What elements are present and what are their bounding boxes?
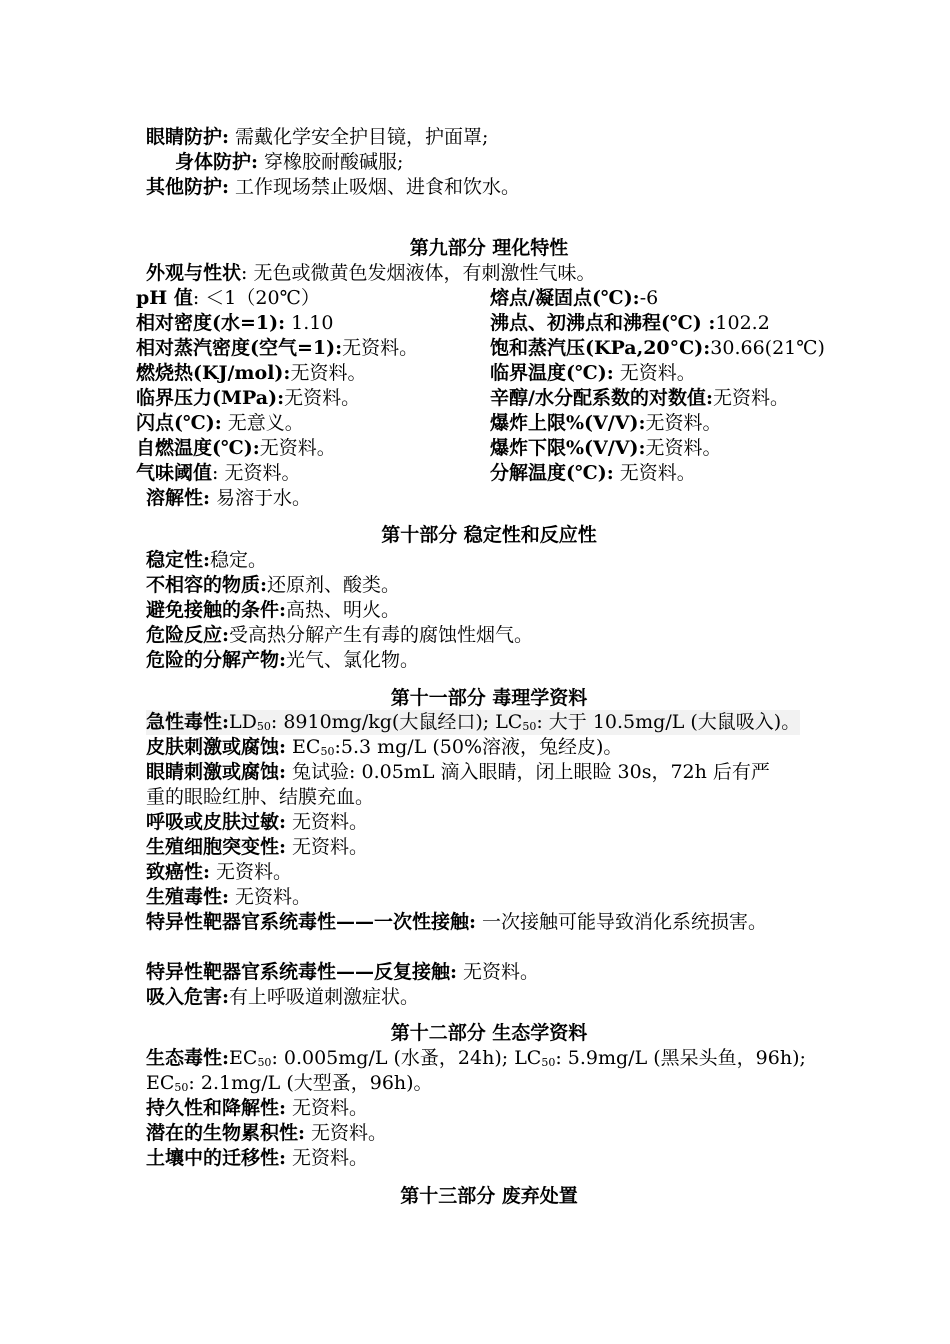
skin-line [146,735,622,760]
acute-ld-value: : 8910mg/kg(大鼠经口); LC [270,711,523,733]
skin-ec-sub: 50 [320,745,335,758]
melting-label: 熔点/凝固点(℃): [490,287,640,309]
eye-irritation-line-2 [146,785,374,810]
stot-repeat-label: 特异性靶器官系统毒性——反复接触: [146,961,458,983]
eye-irritation-line [146,760,770,785]
decomp-products-value: 光气、氯化物。 [286,649,420,671]
ph-label: pH 值 [136,287,193,309]
acute-ld: LD [229,711,257,733]
acute-label: 急性毒性: [146,711,230,733]
boiling-value: 102.2 [715,312,770,334]
reproductive-label: 生殖毒性: [146,886,230,908]
stot-single-label: 特异性靶器官系统毒性——一次性接触: [146,911,477,933]
solubility-value: 易溶于水。 [210,487,312,509]
incompatible-line [146,573,400,598]
solubility-line [146,486,311,511]
other-protection-line [146,175,520,200]
density-line [136,311,334,336]
upper-limit-line [490,411,722,436]
critical-temp-value: 无资料。 [613,362,696,384]
melting-line [490,286,658,311]
decomp-products-label: 危险的分解产物: [146,649,287,671]
stability-label: 稳定性: [146,549,211,571]
eye-protection-line [146,125,488,150]
sensitization-value: 无资料。 [286,811,369,833]
appearance-line [146,261,595,286]
lower-limit-value: 无资料。 [645,437,722,459]
body-protection-label: 身体防护: [175,151,259,173]
mobility-value: 无资料。 [286,1147,369,1169]
lower-limit-line [490,436,722,461]
upper-limit-value: 无资料。 [645,412,722,434]
boiling-line [490,311,770,336]
aspiration-line [146,985,419,1010]
ph-value: : ＜1（20℃） [192,287,320,309]
lower-limit-label: 爆炸下限%(V/V): [490,437,646,459]
acute-toxicity-line [146,710,800,735]
eye-irritation-value-1: 兔试验: 0.05mL 滴入眼睛，闭上眼睑 30s，72h 后有严 [286,761,770,783]
incompatible-label: 不相容的物质: [146,574,268,596]
persistence-label: 持久性和降解性: [146,1097,287,1119]
other-protection-label: 其他防护: [146,176,230,198]
vapor-density-label: 相对蒸汽密度(空气=1): [136,337,343,359]
hazard-reaction-label: 危险反应: [146,624,230,646]
bioaccumulation-line [146,1121,387,1146]
body-protection-value: 穿橡胶耐酸碱服; [258,151,404,173]
reproductive-line [146,885,311,910]
section13-heading: 第十三部分 废弃处置 [400,1185,578,1207]
avoid-line [146,598,400,623]
upper-limit-label: 爆炸上限%(V/V): [490,412,646,434]
skin-label: 皮肤刺激或腐蚀: [146,736,287,758]
eco-lc-sub: 50 [541,1056,556,1069]
eco-toxicity-line [146,1046,806,1071]
vapor-pressure-value: 30.66(21℃) [710,337,825,359]
partition-value: 无资料。 [712,387,789,409]
hazard-reaction-value: 受高热分解产生有毒的腐蚀性烟气。 [229,624,534,646]
vapor-density-line [136,336,418,361]
ph-line [136,286,320,311]
acute-lc-sub: 50 [522,720,537,733]
sensitization-label: 呼吸或皮肤过敏: [146,811,287,833]
eye-irritation-label: 眼睛刺激或腐蚀: [146,761,287,783]
odor-label: 气味阈值 [136,462,213,484]
partition-line [490,386,789,411]
skin-ec: EC [286,736,321,758]
decomp-products-line [146,648,419,673]
persistence-value: 无资料。 [286,1097,369,1119]
odor-line [136,461,300,486]
critical-temp-line [490,361,696,386]
stability-value: 稳定。 [210,549,268,571]
vapor-pressure-line [490,336,825,361]
acute-lc-value: : 大于 10.5mg/L (大鼠吸入)。 [536,711,801,733]
eco-lc-value: : 5.9mg/L (黑呆头鱼，96h); [555,1047,806,1069]
eco-ec2-sub: 50 [174,1081,189,1094]
avoid-label: 避免接触的条件: [146,599,287,621]
avoid-value: 高热、明火。 [286,599,401,621]
persistence-line [146,1096,368,1121]
eco-toxicity-line-2 [146,1071,433,1096]
section12-heading: 第十二部分 生态学资料 [390,1022,588,1044]
carcinogenicity-line [146,860,292,885]
section10-heading: 第十部分 稳定性和反应性 [381,524,597,546]
aspiration-label: 吸入危害: [146,986,230,1008]
flash-line [136,411,304,436]
section11-heading: 第十一部分 毒理学资料 [390,687,588,709]
eco-ec-sub: 50 [257,1056,272,1069]
eco-label: 生态毒性: [146,1047,230,1069]
eco-ec2-value: : 2.1mg/L (大型蚤，96h)。 [188,1072,433,1094]
combustion-line [136,361,366,386]
stability-line [146,548,267,573]
autoignition-value: 无资料。 [259,437,336,459]
autoignition-label: 自燃温度(℃): [136,437,260,459]
mutagenicity-line [146,835,368,860]
reproductive-value: 无资料。 [229,886,312,908]
autoignition-line [136,436,336,461]
vapor-pressure-label: 饱和蒸汽压(KPa,20°C): [490,337,711,359]
solubility-label: 溶解性: [146,487,211,509]
odor-value: : 无资料。 [212,462,301,484]
eye-irritation-value-2: 重的眼睑红肿、结膜充血。 [146,786,375,808]
boiling-label: 沸点、初沸点和沸程(℃) : [490,312,716,334]
flash-label: 闪点(℃): [136,412,222,434]
eco-ec: EC [229,1047,258,1069]
mutagenicity-value: 无资料。 [286,836,369,858]
incompatible-value: 还原剂、酸类。 [267,574,401,596]
hazard-reaction-line [146,623,533,648]
skin-value: :5.3 mg/L (50%溶液，兔经皮)。 [334,736,623,758]
body-protection-line [175,150,403,175]
appearance-value: : 无色或微黄色发烟液体，有刺激性气味。 [241,262,596,284]
flash-value: 无意义。 [221,412,304,434]
carcinogenicity-value: 无资料。 [210,861,293,883]
bioaccumulation-label: 潜在的生物累积性: [146,1122,306,1144]
combustion-label: 燃烧热(KJ/mol): [136,362,291,384]
partition-label: 辛醇/水分配系数的对数值: [490,387,713,409]
mutagenicity-label: 生殖细胞突变性: [146,836,287,858]
stot-repeat-line [146,960,539,985]
density-label: 相对密度(水=1): [136,312,286,334]
eye-protection-value: 需戴化学安全护目镜，护面罩; [229,126,489,148]
decomposition-label: 分解温度(℃): [490,462,614,484]
vapor-density-value: 无资料。 [342,337,419,359]
eco-ec-value: : 0.005mg/L (水蚤，24h); LC [271,1047,542,1069]
bioaccumulation-value: 无资料。 [305,1122,388,1144]
critical-pressure-line [136,386,360,411]
critical-pressure-value: 无资料。 [284,387,361,409]
critical-temp-label: 临界温度(℃): [490,362,614,384]
decomposition-line [490,461,696,486]
density-value: 1.10 [285,312,334,334]
aspiration-value: 有上呼吸道刺激症状。 [229,986,420,1008]
critical-pressure-label: 临界压力(MPa): [136,387,285,409]
other-protection-value: 工作现场禁止吸烟、进食和饮水。 [229,176,521,198]
combustion-value: 无资料。 [290,362,367,384]
appearance-label: 外观与性状 [146,262,242,284]
eco-ec2: EC [146,1072,175,1094]
acute-ld-sub: 50 [256,720,271,733]
eye-protection-label: 眼睛防护: [146,126,230,148]
decomposition-value: 无资料。 [613,462,696,484]
mobility-line [146,1146,368,1171]
section9-heading: 第九部分 理化特性 [409,237,569,259]
carcinogenicity-label: 致癌性: [146,861,211,883]
stot-single-line [146,910,767,935]
melting-value: -6 [639,287,659,309]
sensitization-line [146,810,368,835]
stot-single-value: 一次接触可能导致消化系统损害。 [476,911,768,933]
stot-repeat-value: 无资料。 [457,961,540,983]
mobility-label: 土壤中的迁移性: [146,1147,287,1169]
